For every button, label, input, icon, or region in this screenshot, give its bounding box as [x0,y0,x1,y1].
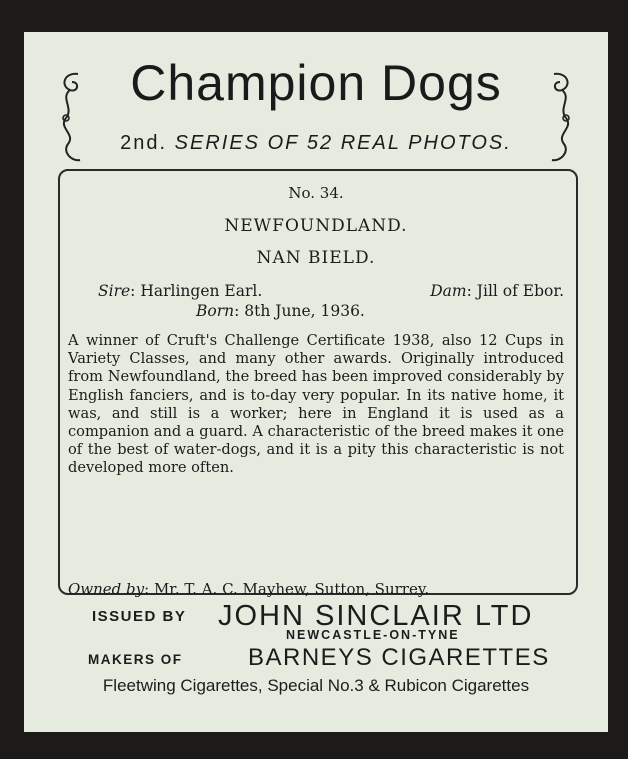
dam-label: Dam [430,282,467,300]
born-line: Born: 8th June, 1936. [196,302,365,320]
cigarette-card [24,32,608,732]
born-value: 8th June, 1936. [244,302,365,320]
series-ordinal: 2nd. [120,132,168,154]
owned-label: Owned by [68,580,145,598]
dog-name: NAN BIELD. [256,248,376,268]
makers-label: MAKERS OF [88,652,183,667]
issuer-name: JOHN SINCLAIR LTD [218,600,534,632]
dam-value: Jill of Ebor. [476,282,564,300]
series-rest: REAL PHOTOS. [340,132,512,154]
sire-label: Sire [98,282,131,300]
breed-name: NEWFOUNDLAND. [224,216,408,236]
dam-line: Dam: Jill of Ebor. [430,282,564,300]
series-word: SERIES [174,132,261,154]
issued-label: ISSUED BY [92,608,187,625]
card-title: Champion Dogs [130,55,502,111]
sire-value: Harlingen Earl. [140,282,263,300]
sire-line: Sire: Harlingen Earl. [98,282,263,300]
born-label: Born [196,302,235,320]
series-of: OF [267,132,300,154]
owned-value: Mr. T. A. C. Mayhew, Sutton, Surrey. [153,580,430,598]
issuer-location: NEWCASTLE-ON-TYNE [286,628,460,642]
brand-name: BARNEYS CIGARETTES [248,644,550,671]
series-subtitle [24,132,608,155]
owner-line: Owned by: Mr. T. A. C. Mayhew, Sutton, Surrey. [68,580,430,598]
card-number: No. 34. [288,184,344,202]
series-count: 52 [306,132,334,154]
description: A winner of Cruft's Challenge Certificate 1938, also 12 Cups in Variety Classes, and many other awards. Originally introduced from Newfoundland, the breed has been improved considerably by English fanciers, and is to-day very popular. In its native home, it was, and still is a worker; here in England it is used as a companion and a guard. A characteristic of the breed makes it one of the best of water-dogs, and it is a pity this characteristic is not developed more often. [68,332,564,477]
tagline: Fleetwing Cigarettes, Special No.3 & Rubicon Cigarettes [102,676,530,695]
